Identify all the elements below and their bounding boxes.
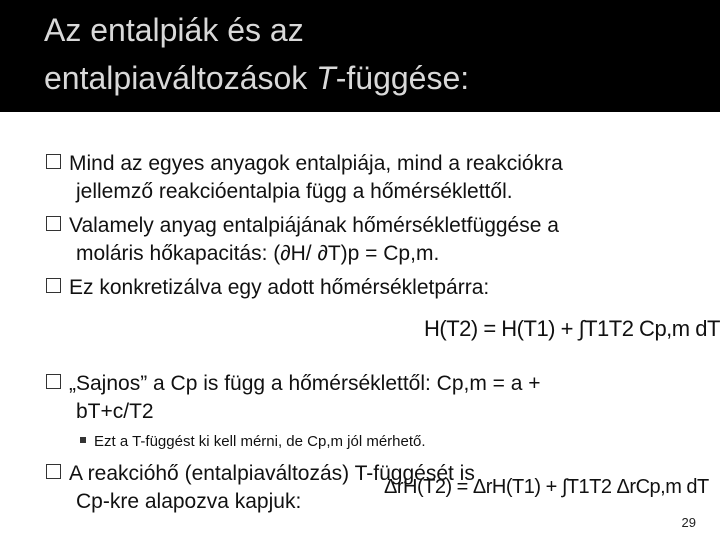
bullet-1 (46, 150, 706, 206)
equation-enthalpy (424, 296, 720, 364)
checkbox-bullet-icon (46, 464, 61, 479)
checkbox-bullet-icon (46, 374, 61, 389)
bullet-2 (46, 212, 706, 268)
square-bullet-icon (80, 437, 86, 443)
sub-bullet (80, 432, 426, 452)
title-bar (0, 0, 720, 112)
slide-title (44, 6, 469, 102)
bullet-2-line1: Valamely anyag entalpiájának hőmérsékletfüggése a (69, 214, 559, 237)
title-line1: Az entalpiák és az (44, 12, 304, 48)
equation-1-text: H(T2) = H(T1) + ∫T1T2 Cp,m dT (424, 316, 720, 341)
title-line2-prefix: entalpiaváltozások (44, 60, 317, 96)
bullet-1-line1: Mind az egyes anyagok entalpiája, mind a reakciókra (69, 152, 563, 175)
bullet-4-line1: „Sajnos” a Cp is függ a hőmérséklettől: Cp,m = a + (69, 372, 541, 395)
checkbox-bullet-icon (46, 216, 61, 231)
checkbox-bullet-icon (46, 278, 61, 293)
title-line2-italic: T (316, 60, 336, 96)
checkbox-bullet-icon (46, 154, 61, 169)
bullet-4 (46, 370, 706, 426)
equation-reaction-enthalpy (384, 456, 709, 524)
bullet-2-line2: moláris hőkapacitás: (∂H/ ∂T)p = Cp,m. (76, 242, 440, 265)
equation-2-text: ΔrH(T2) = ΔrH(T1) + ∫T1T2 ΔrCp,m dT (384, 476, 709, 498)
bullet-5-line2: Cp-kre alapozva kapjuk: (76, 490, 302, 513)
bullet-1-line2: jellemző reakcióentalpia függ a hőmérséklettől. (76, 180, 513, 203)
slide-number: 29 (681, 515, 696, 530)
bullet-3-line1: Ez konkretizálva egy adott hőmérsékletpárra: (69, 276, 490, 299)
sub-bullet-text: Ezt a T-függést ki kell mérni, de Cp,m jól mérhető. (94, 433, 426, 450)
bullet-4-line2: bT+c/T2 (76, 400, 154, 423)
title-line2-suffix: -függése: (335, 60, 470, 96)
bullet-5-line1: A reakcióhő (entalpiaváltozás) T-függését is (69, 462, 475, 485)
